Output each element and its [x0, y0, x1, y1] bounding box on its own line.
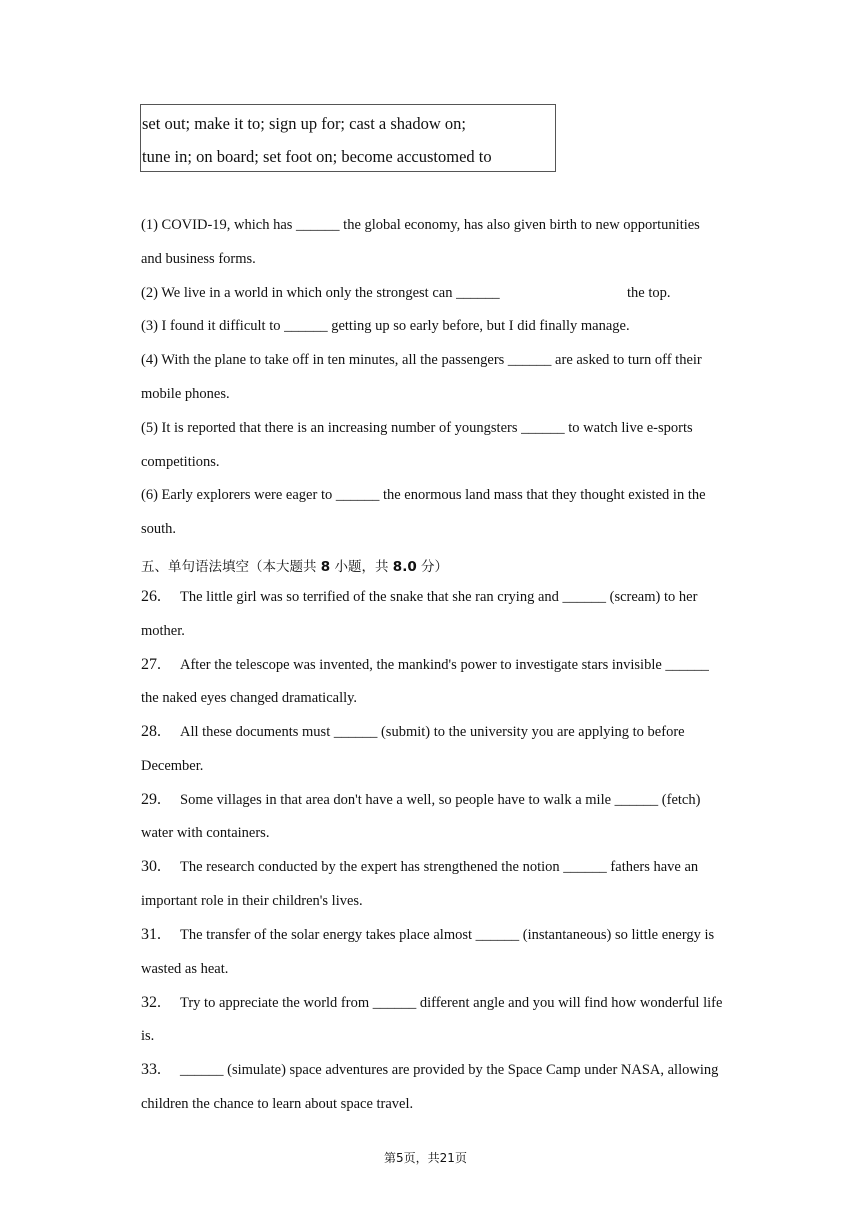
section-heading: [141, 555, 448, 575]
fill-q2-line1: (2) We live in a world in which only the strongest can ______: [141, 285, 500, 301]
question-text-cont: wasted as heat.: [141, 961, 229, 977]
question-number: 29.: [141, 791, 161, 808]
question-text: The little girl was so terrified of the snake that she ran crying and ______ (scream) to her: [180, 589, 698, 605]
question-text-cont: children the chance to learn about space travel.: [141, 1096, 414, 1112]
fill-q6-line2: south.: [141, 521, 177, 537]
question-text: Try to appreciate the world from ______ different angle and you will find how wonderful life: [180, 995, 723, 1011]
word-bank-line-2: tune in; on board; set foot on; become accustomed to: [142, 147, 492, 166]
word-bank-box: [140, 104, 556, 172]
fill-q4-line1: (4) With the plane to take off in ten minutes, all the passengers ______ are asked to turn off their: [141, 352, 702, 368]
page-footer: [384, 1149, 467, 1166]
section-heading-mid: 小题，共: [334, 559, 389, 575]
question-number: 31.: [141, 926, 161, 943]
fill-q6-line1: (6) Early explorers were eager to ______ the enormous land mass that they thought existed in the: [141, 487, 706, 503]
footer-mid: 页，共: [403, 1151, 440, 1165]
question-number: 26.: [141, 588, 161, 605]
question-number: 28.: [141, 723, 161, 740]
fill-q3-line1: (3) I found it difficult to ______ getting up so early before, but I did finally manage.: [141, 318, 630, 334]
question-number: 27.: [141, 656, 161, 673]
footer-pre: 第: [384, 1151, 397, 1165]
question-text: The research conducted by the expert has strengthened the notion ______ fathers have an: [180, 859, 699, 875]
question-text-cont: mother.: [141, 623, 185, 639]
question-text: ______ (simulate) space adventures are provided by the Space Camp under NASA, allowing: [180, 1062, 719, 1078]
page-number: 5: [396, 1151, 404, 1165]
question-text-cont: important role in their children's lives.: [141, 893, 363, 909]
fill-q5-line2: competitions.: [141, 454, 220, 470]
question-text-cont: the naked eyes changed dramatically.: [141, 690, 358, 706]
word-bank-line-1: set out; make it to; sign up for; cast a shadow on;: [142, 114, 466, 133]
section-score: 8.0: [392, 559, 417, 575]
section-question-count: 8: [320, 559, 331, 575]
question-text-cont: water with containers.: [141, 825, 270, 841]
question-number: 33.: [141, 1061, 161, 1078]
footer-post: 页: [454, 1151, 467, 1165]
fill-q4-line2: mobile phones.: [141, 386, 230, 402]
question-text: The transfer of the solar energy takes place almost ______ (instantaneous) so little energy is: [180, 927, 715, 943]
fill-q2-line1-end: the top.: [627, 285, 671, 301]
question-text: All these documents must ______ (submit) to the university you are applying to before: [180, 724, 685, 740]
fill-q5-line1: (5) It is reported that there is an increasing number of youngsters ______ to watch live e-sports: [141, 420, 693, 436]
total-pages: 21: [439, 1151, 455, 1165]
question-number: 32.: [141, 994, 161, 1011]
question-text-cont: December.: [141, 758, 204, 774]
question-text: After the telescope was invented, the mankind's power to investigate stars invisible ______: [180, 657, 709, 673]
question-text-cont: is.: [141, 1028, 155, 1044]
question-text: Some villages in that area don't have a well, so people have to walk a mile ______ (fetch): [180, 792, 701, 808]
section-heading-post: 分）: [421, 559, 449, 575]
question-number: 30.: [141, 858, 161, 875]
fill-q1-line1: (1) COVID-19, which has ______ the global economy, has also given birth to new opportunities: [141, 217, 700, 233]
section-heading-pre: 五、单句语法填空（本大题共: [141, 559, 317, 575]
fill-q1-line2: and business forms.: [141, 251, 256, 267]
